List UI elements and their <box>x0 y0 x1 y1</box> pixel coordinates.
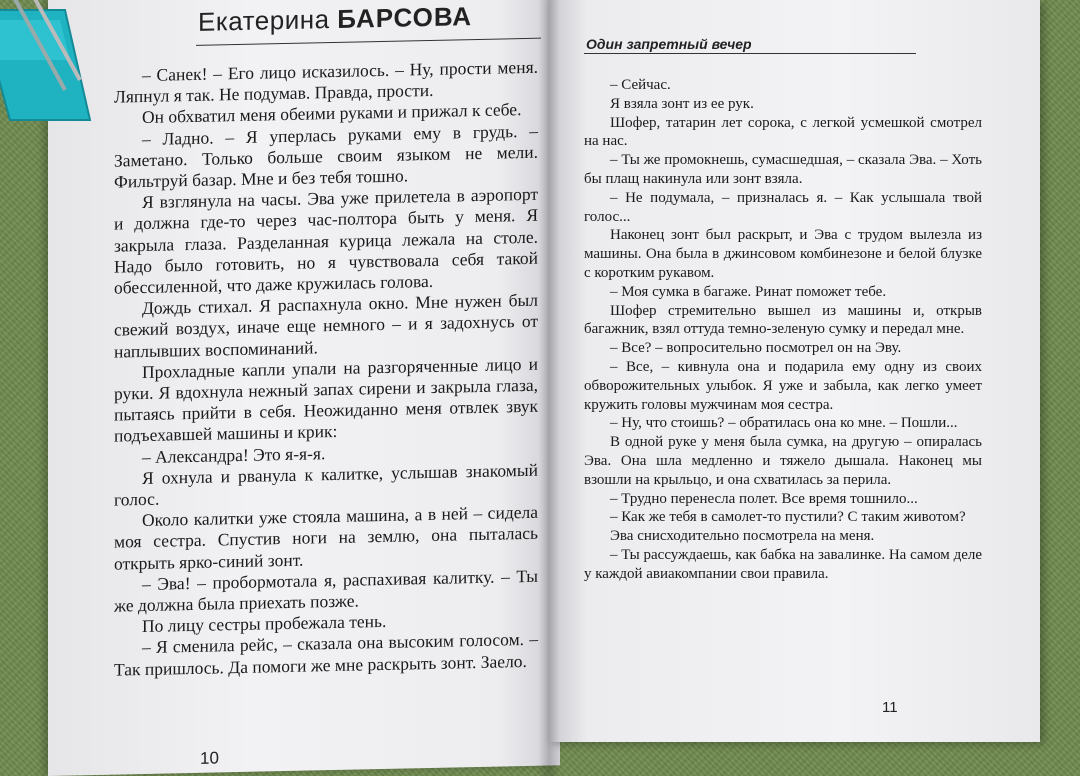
paragraph: По лицу сестры пробежала тень. <box>142 611 387 637</box>
paragraph: – Я сменила рейс, – сказала она высоким голосом. – Так пришлось. Да помоги же мне раскрыть зонт. Заело. <box>114 629 538 680</box>
paragraph: Он обхватил меня обеими руками и прижал к себе. <box>142 99 522 128</box>
header-rule <box>196 38 541 46</box>
paragraph: Я взглянула на часы. Эва уже прилетела в аэропорт и должна где-то через час-полтора быть у меня. Я закрыла глаза. Разделанная курица лежала на столе. Надо было готовить, но я чувствовала себя такой обессиленной, что даже кружилась голова. <box>114 183 538 298</box>
paragraph: Наконец зонт был раскрыт, и Эва с трудом вылезла из машины. Она была в джинсовом комбинезоне и белой блузке с коротким рукавом. <box>584 227 982 281</box>
paragraph: – Санек! – Его лицо исказилось. – Ну, прости меня. Ляпнул я так. Не подумав. Правда, прости. <box>114 56 538 107</box>
paragraph: Шофер стремительно вышел из машины и, открыв багажник, взял оттуда темно-зеленую сумку и передал мне. <box>584 302 982 338</box>
paragraph: Дождь стихал. Я распахнула окно. Мне нужен был свежий воздух, иначе еще немного – и я задохнусь от наплывших воспоминаний. <box>114 289 538 362</box>
paragraph: Эва снисходительно посмотрела на меня. <box>610 528 875 545</box>
left-page <box>48 0 560 776</box>
paragraph: – Все, – кивнула она и подарила ему одну из своих обворожительных улыбок. Я уже и забыла, как легко умеет кружить головы мужчинам моя сестра. <box>584 358 982 413</box>
paragraph: – Ты рассуждаешь, как бабка на завалинке. На самом деле у каждой авиакомпании свои правила. <box>584 546 982 582</box>
paragraph: Прохладные капли упали на разгоряченные лицо и руки. Я вдохнула нежный запах сирени и закрыла глаза, пытаясь прийти в себя. Неожиданно меня отвлек звук подъехавшей машины и крик: <box>114 353 538 447</box>
paragraph: Я охнула и рванула к калитке, услышав знакомый голос. <box>114 459 538 510</box>
header-rule <box>584 53 916 54</box>
right-page <box>548 0 1040 742</box>
paragraph: – Трудно перенесла полет. Все время тошнило... <box>610 490 918 507</box>
paragraph: – Не подумала, – призналась я. – Как услышала твой голос... <box>584 189 982 225</box>
paragraph: В одной руке у меня была сумка, на другую – опиралась Эва. Она шла медленно и тяжело дышала. Наконец мы взошли на крыльцо, и она схватилась за перила. <box>584 434 982 488</box>
paragraph: – Ну, что стоишь? – обратилась она ко мне. – Пошли... <box>610 415 958 432</box>
right-page-text <box>584 76 982 584</box>
running-head-author <box>198 1 472 38</box>
paragraph: – Александра! Это я-я-я. <box>142 442 326 467</box>
paragraph: – Сейчас. <box>610 77 671 93</box>
running-head-title: Один запретный вечер <box>586 36 752 52</box>
author-last-name: БАРСОВА <box>337 1 473 34</box>
paragraph: Около калитки уже стояла машина, а в ней – сидела моя сестра. Спустив ноги на землю, она пыталась открыть ярко-синий зонт. <box>114 502 538 574</box>
paragraph: – Все? – вопросительно посмотрел он на Эву. <box>610 340 902 357</box>
paragraph: Шофер, татарин лет сорока, с легкой усмешкой смотрел на нас. <box>584 114 982 150</box>
page-number-left: 10 <box>200 748 219 768</box>
left-page-text <box>114 57 538 681</box>
paragraph: – Как же тебя в самолет-то пустили? С таким животом? <box>610 509 966 526</box>
paragraph: – Ладно. – Я уперлась руками ему в грудь. – Заметано. Только больше своим языком не мели. Фильтруй базар. Мне и без тебя тошно. <box>114 120 538 192</box>
paragraph: – Эва! – пробормотала я, распахивая калитку. – Ты же должна была приехать позже. <box>114 565 538 616</box>
paragraph: Я взяла зонт из ее рук. <box>610 95 754 112</box>
paragraph: – Моя сумка в багаже. Ринат поможет тебе. <box>610 283 887 300</box>
page-number-right: 11 <box>882 699 898 716</box>
author-first-name: Екатерина <box>198 4 330 37</box>
paragraph: – Ты же промокнешь, сумасшедшая, – сказала Эва. – Хоть бы плащ накинула или зонт взяла. <box>584 152 982 187</box>
